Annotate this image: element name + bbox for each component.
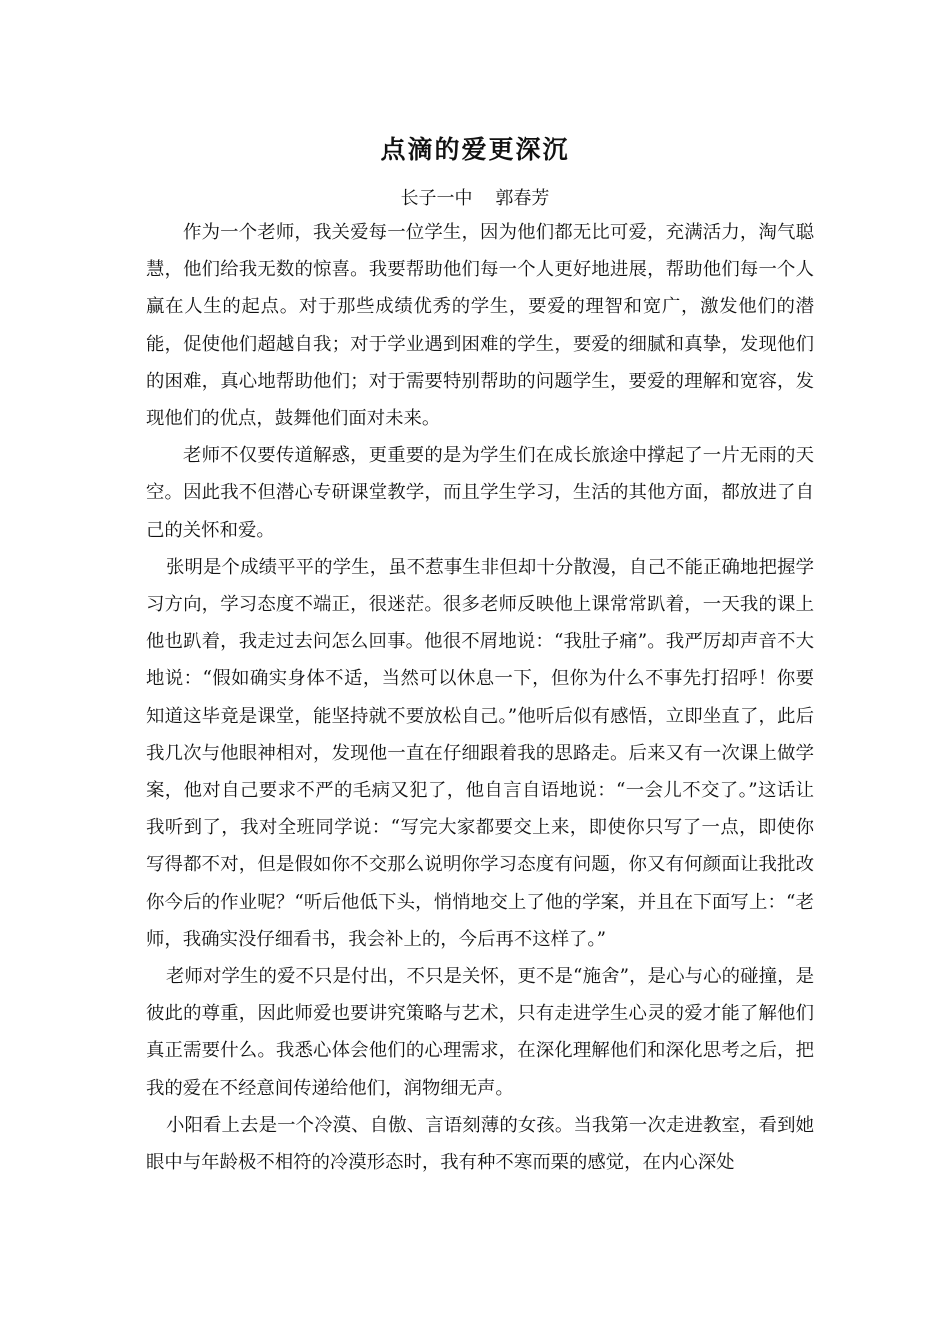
paragraph-2: 老师不仅要传道解惑，更重要的是为学生们在成长旅途中撑起了一片无雨的天空。因此我不但潜心专研课堂教学，而且学生学习，生活的其他方面，都放进了自己的关怀和爱。 [146, 445, 814, 541]
author-byline: 长子一中 郭春芳 [400, 188, 550, 209]
paragraph-3: 张明是个成绩平平的学生，虽不惹事生非但却十分散漫，自己不能正确地把握学习方向，学习态度不端正，很迷茫。很多老师反映他上课常常趴着，一天我的课上他也趴着，我走过去问怎么回事。他很不屑地说：“我肚子痛”。我严厉却声音不大地说：“假如确实身体不适，当然可以休息一下，但你为什么不事先打招呼！你要知道这毕竟是课堂，能坚持就不要放松自己。”他听后似有感悟，立即坐直了，此后我几次与他眼神相对，发现他一直在仔细跟着我的思路走。后来又有一次课上做学案，他对自己要求不严的毛病又犯了，他自言自语地说：“一会儿不交了。”这话让我听到了，我对全班同学说：“写完大家都要交上来，即使你只写了一点，即使你写得都不对，但是假如你不交那么说明你学习态度有问题，你又有何颜面让我批改你今后的作业呢？“听后他低下头，悄悄地交上了他的学案，并且在下面写上：“老师，我确实没仔细看书，我会补上的，今后再不这样了。” [146, 556, 814, 950]
paragraph-1: 作为一个老师，我关爱每一位学生，因为他们都无比可爱，充满活力，淘气聪慧，他们给我无数的惊喜。我要帮助他们每一个人更好地进展，帮助他们每一个人赢在人生的起点。对于那些成绩优秀的学生，要爱的理智和宽广，激发他们的潜能，促使他们超越自我；对于学业遇到困难的学生，要爱的细腻和真挚，发现他们的困难，真心地帮助他们；对于需要特别帮助的问题学生，要爱的理解和宽容，发现他们的优点，鼓舞他们面对未来。 [146, 222, 814, 430]
paragraph-4: 老师对学生的爱不只是付出，不只是关怀，更不是“施舍”，是心与心的碰撞，是彼此的尊重，因此师爱也要讲究策略与艺术，只有走进学生心灵的爱才能了解他们真正需要什么。我悉心体会他们的心理需求，在深化理解他们和深化思考之后，把我的爱在不经意间传递给他们，润物细无声。 [146, 966, 814, 1099]
document-title: 点滴的爱更深沉 [380, 135, 570, 164]
document-body [146, 214, 814, 1181]
paragraph-5: 小阳看上去是一个冷漠、自傲、言语刻薄的女孩。当我第一次走进教室，看到她眼中与年龄极不相符的冷漠形态时，我有种不寒而栗的感觉，在内心深处 [146, 1114, 814, 1174]
